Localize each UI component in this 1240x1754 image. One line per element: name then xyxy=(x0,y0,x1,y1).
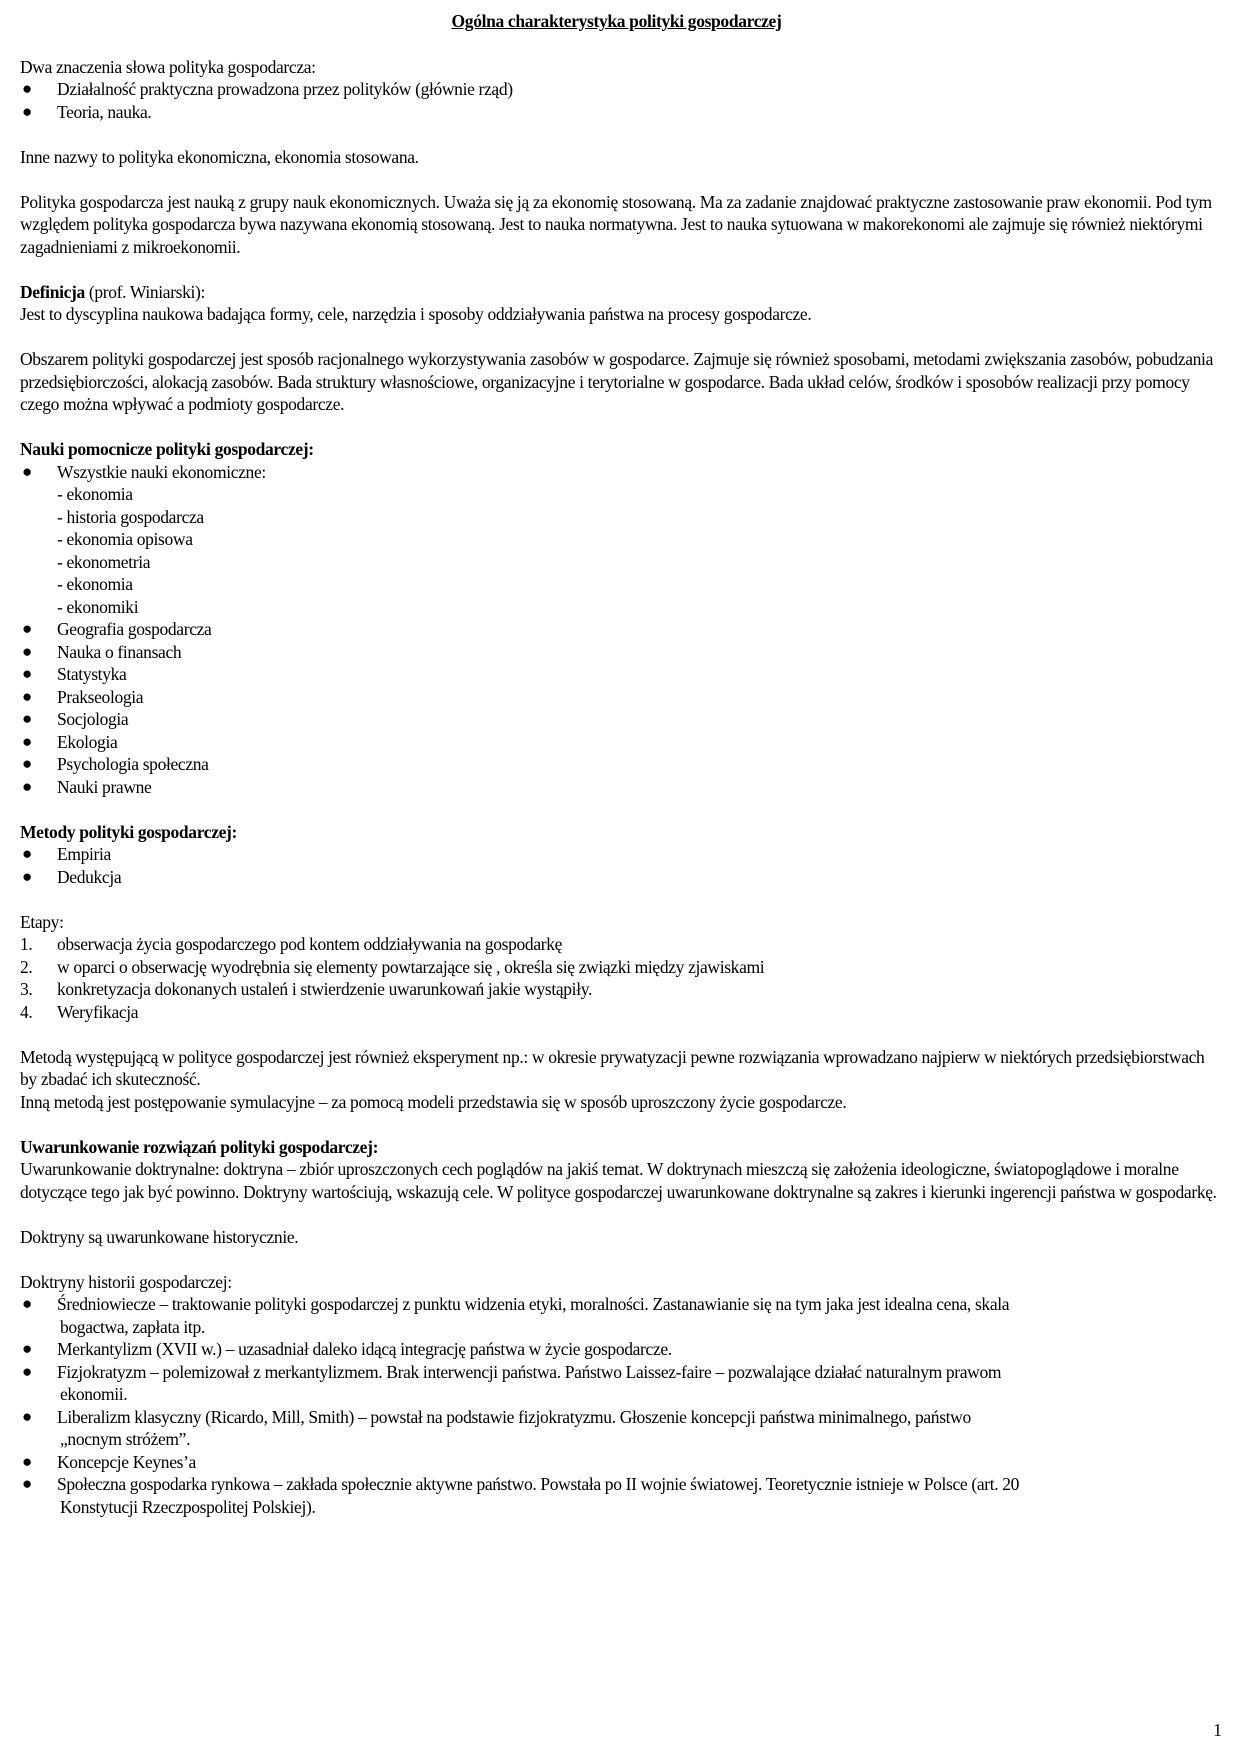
bullet-icon: ● xyxy=(22,1406,32,1426)
list-item: ● Geografia gospodarcza xyxy=(22,619,212,639)
definition-text: Jest to dyscyplina naukowa badająca formy, cele, narzędzia i sposoby oddziaływania państwa na procesy gospodarcze. xyxy=(20,304,812,324)
list-item: ● Nauka o finansach xyxy=(22,641,182,662)
list-item: 4. Weryfikacja xyxy=(20,1001,139,1022)
paragraph-inne: Inne nazwy to polityka ekonomiczna, ekonomia stosowana. xyxy=(20,146,419,167)
list-item: ● Koncepcje Keynes’a xyxy=(22,1451,196,1472)
sublist-item: - ekonomia opisowa xyxy=(57,529,193,549)
etapy-list xyxy=(20,933,1225,1023)
sublist-item: - ekonometria xyxy=(57,551,151,572)
historia-heading: Doktryny historii gospodarczej: xyxy=(20,1271,232,1292)
list-number: 4. xyxy=(20,1001,33,1022)
list-item: 3. konkretyzacja dokonanych ustaleń i stwierdzenie uwarunkowań jakie wystąpiły. xyxy=(20,979,592,999)
list-item: ● Teoria, nauka. xyxy=(22,101,152,122)
paragraph-obszar: Obszarem polityki gospodarczej jest sposób racjonalnego wykorzystywania zasobów w gospodarce. Zajmuje się również sposobami, metodami zwiększania zasobów, pobudzania przedsiębiorczości, alokacją zasobów. Bada struktury własnościowe, organizacyjne i terytorialne w gospodarce. Bada układ celów, środków i sposobów realizacji przy pomocy czego można wpływać a podmioty gospodarcze. xyxy=(20,349,1213,414)
section-heading-nauki: Nauki pomocnicze polityki gospodarczej: xyxy=(20,439,314,459)
bullet-icon: ● xyxy=(22,1361,32,1381)
list-item: ● Psychologia społeczna xyxy=(22,754,209,774)
list-number: 2. xyxy=(20,956,33,977)
bullet-icon: ● xyxy=(22,1474,32,1493)
bullet-icon: ● xyxy=(22,754,32,773)
list-item: ● Prakseologia xyxy=(22,686,144,707)
etapy-heading: Etapy: xyxy=(20,911,64,932)
paragraph-eksperyment: Metodą występującą w polityce gospodarczej jest również eksperyment np.: w okresie prywatyzacji pewne rozwiązania wprowadzano najpierw w niektórych przedsiębiorstwach by zbadać ich skuteczność. xyxy=(20,1046,1205,1089)
bullet-icon: ● xyxy=(22,1451,32,1471)
bullet-icon: ● xyxy=(22,866,32,886)
definition-heading xyxy=(20,281,1225,304)
sublist-item: - historia gospodarcza xyxy=(57,506,204,527)
sublist-item: - ekonomiki xyxy=(57,596,139,617)
bullet-icon: ● xyxy=(22,731,32,751)
bullet-icon: ● xyxy=(22,619,32,638)
list-item: ● Merkantylizm (XVII w.) – uzasadniał daleko idącą integrację państwa w życie gospodarcze. xyxy=(22,1339,672,1359)
list-number: 1. xyxy=(20,934,33,954)
nauki-sublist xyxy=(57,483,1225,618)
list-item: ● Ekologia xyxy=(22,731,118,752)
list-number: 3. xyxy=(20,979,33,999)
intro-lead: Dwa znaczenia słowa polityka gospodarcza: xyxy=(20,56,316,77)
list-item: ● Dedukcja xyxy=(22,866,122,887)
list-item: ● Wszystkie nauki ekonomiczne: - ekonomia - historia gospodarcza - ekonomia opisowa - ekonometria - ekonomia - ekonomiki xyxy=(20,461,1225,619)
list-item: ● Społeczna gospodarka rynkowa – zakłada społecznie aktywne państwo. Powstała po II wojnie światowej. Teoretycznie istnieje w Polsce (art. 20 Konstytucji Rzeczpospolitej Polskiej). xyxy=(22,1474,1020,1517)
bullet-icon: ● xyxy=(22,709,32,728)
list-item: 1. obserwacja życia gospodarczego pod kontem oddziaływania na gospodarkę xyxy=(20,934,563,954)
list-item: ● Działalność praktyczna prowadzona przez polityków (głównie rząd) xyxy=(22,79,513,99)
document-page xyxy=(20,0,1225,1754)
list-item: ● Empiria xyxy=(22,844,111,864)
paragraph-uwarunkowanie: Uwarunkowanie doktrynalne: doktryna – zbiór uproszczonych cech poglądów na jakiś temat. W doktrynach mieszczą się założenia ideologiczne, światopoglądowe i moralne dotyczące tego jak być powinno. Doktryny wartościują, wskazują cele. W polityce gospodarczej uwarunkowane doktrynalne są zakres i kierunki ingerencji państwa w gospodarkę. xyxy=(20,1159,1217,1202)
list-item: ● Socjologia xyxy=(22,709,129,729)
definition-author: (prof. Winiarski): xyxy=(84,281,206,302)
sublist-item: - ekonomia xyxy=(57,574,133,594)
paragraph-polityka: Polityka gospodarcza jest nauką z grupy nauk ekonomicznych. Uważa się ją za ekonomię stosowaną. Ma za zadanie znajdować praktyczne zastosowanie praw ekonomii. Pod tym względem polityka gospodarcza bywa nazywana ekonomią stosowaną. Jest to nauka normatywna. Jest to nauka sytuowana w makorekonomi ale zajmuje się również niektórymi zagadnieniami z mikroekonomii. xyxy=(20,191,1212,257)
document-title: Ogólna charakterystyka polityki gospodarczej xyxy=(451,11,782,31)
list-item: ● Średniowiecze – traktowanie polityki gospodarczej z punktu widzenia etyki, moralności. Zastanawianie się na tym jaka jest idealna cena, skala bogactwa, zapłata itp. xyxy=(22,1294,1010,1337)
definition-label: Definicja xyxy=(20,281,85,302)
bullet-icon: ● xyxy=(22,686,32,706)
bullet-icon: ● xyxy=(22,461,32,481)
sublist-item: - ekonomia xyxy=(57,484,133,504)
bullet-icon: ● xyxy=(22,844,32,863)
bullet-icon: ● xyxy=(22,641,32,661)
section-heading-metody: Metody polityki gospodarczej: xyxy=(20,821,238,842)
metody-list xyxy=(20,843,1225,888)
list-item: ● Liberalizm klasyczny (Ricardo, Mill, Smith) – powstał na podstawie fizjokratyzmu. Głoszenie koncepcji państwa minimalnego, państwo „nocnym stróżem”. xyxy=(22,1406,971,1449)
intro-list xyxy=(20,78,1225,123)
paragraph-symulacja: Inną metodą jest postępowanie symulacyjne – za pomocą modeli przedstawia się w sposób uproszczony życie gospodarcze. xyxy=(20,1091,847,1112)
section-heading-uwarunkowanie: Uwarunkowanie rozwiązań polityki gospodarczej: xyxy=(20,1136,379,1157)
bullet-icon: ● xyxy=(22,776,32,796)
bullet-icon: ● xyxy=(22,1294,32,1313)
bullet-icon: ● xyxy=(22,664,32,683)
bullet-icon: ● xyxy=(22,79,32,98)
historia-list xyxy=(20,1293,1225,1518)
paragraph-doktryny: Doktryny są uwarunkowane historycznie. xyxy=(20,1226,299,1247)
list-item: ● Fizjokratyzm – polemizował z merkantylizmem. Brak interwencji państwa. Państwo Laissez-faire – pozwalające działać naturalnym prawom ekonomii. xyxy=(22,1361,1002,1404)
list-item: 2. w oparci o obserwację wyodrębnia się elementy powtarzające się , określa się związki między zjawiskami xyxy=(20,956,765,977)
list-item: ● Nauki prawne xyxy=(22,776,152,797)
nauki-list xyxy=(20,461,1225,799)
list-item: ● Statystyka xyxy=(22,664,127,684)
page-number: 1 xyxy=(1213,1720,1222,1740)
bullet-icon: ● xyxy=(22,1339,32,1358)
bullet-icon: ● xyxy=(22,101,32,121)
